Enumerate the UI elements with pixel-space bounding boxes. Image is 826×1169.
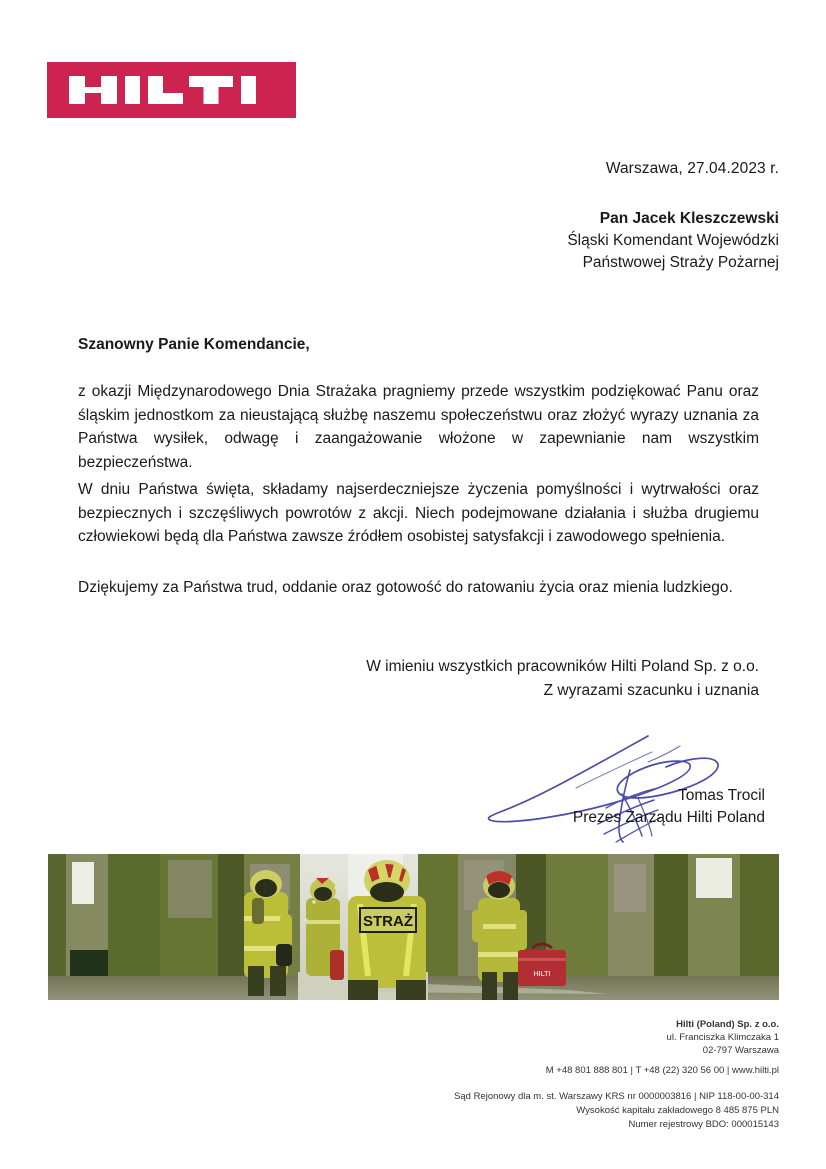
footer-legal-line-2: Wysokość kapitału zakładowego 8 485 875 PLN	[576, 1105, 779, 1116]
footer-legal-block	[300, 1090, 779, 1132]
hilti-logo	[47, 62, 296, 118]
footer-legal-line-1: Sąd Rejonowy dla m. st. Warszawy KRS nr 0000003816 | NIP 118-00-00-314	[454, 1091, 779, 1102]
footer-address-block	[300, 1018, 779, 1057]
addressee-line-2: Śląski Komendant Wojewódzki	[567, 232, 779, 249]
paragraph-2: W dniu Państwa święta, składamy najserdeczniejsze życzenia pomyślności i wytrwałości oraz bezpiecznych i szczęśliwych powrotów z akcji. Niech podejmowane działania i służba drugiemu człowiekowi będą dla Państwa zawsze źródłem osobistej satysfakcji i zawodowego spełnienia.	[78, 481, 759, 545]
footer-legal-line-3: Numer rejestrowy BDO: 000015143	[628, 1119, 779, 1130]
footer-street: ul. Franciszka Klimczaka 1	[666, 1032, 779, 1043]
closing-block	[300, 655, 759, 702]
signature-block	[480, 712, 780, 847]
hilti-case-text: HILTI	[533, 971, 551, 978]
footer-company: Hilti (Poland) Sp. z o.o.	[676, 1019, 779, 1030]
paragraph-3: Dziękujemy za Państwa trud, oddanie oraz gotowość do ratowaniu życia oraz mienia ludzkiego.	[78, 579, 733, 596]
addressee-line-3: Państwowej Straży Pożarnej	[582, 254, 779, 271]
firefighters-photo	[48, 854, 779, 1000]
addressee-name: Pan Jacek Kleszczewski	[599, 210, 779, 227]
paragraph-1: z okazji Międzynarodowego Dnia Strażaka pragniemy przede wszystkim podziękować Panu oraz śląskim jednostkom za nieustającą służbę naszemu społeczeństwu oraz złożyć wyrazy uznania za Państwa wysiłek, odwagę i zaangażowanie włożone w zapewnianie nam wszystkim bezpieczeństwa.	[78, 383, 759, 471]
footer-contact: M +48 801 888 801 | T +48 (22) 320 56 00 | www.hilti.pl	[545, 1065, 779, 1076]
signer-name: Tomas Trocil	[678, 787, 765, 804]
footer-city: 02-797 Warszawa	[702, 1045, 779, 1056]
signature-name-block	[480, 785, 765, 829]
date-line: Warszawa, 27.04.2023 r.	[605, 160, 779, 177]
signer-title: Prezes Zarządu Hilti Poland	[572, 809, 765, 826]
straz-badge-text: STRAŻ	[363, 913, 413, 930]
salutation: Szanowny Panie Komendancie,	[78, 336, 310, 353]
addressee-block	[300, 208, 779, 274]
closing-line-1: W imieniu wszystkich pracowników Hilti Poland Sp. z o.o.	[366, 658, 759, 675]
closing-line-2: Z wyrazami szacunku i uznania	[543, 681, 759, 699]
